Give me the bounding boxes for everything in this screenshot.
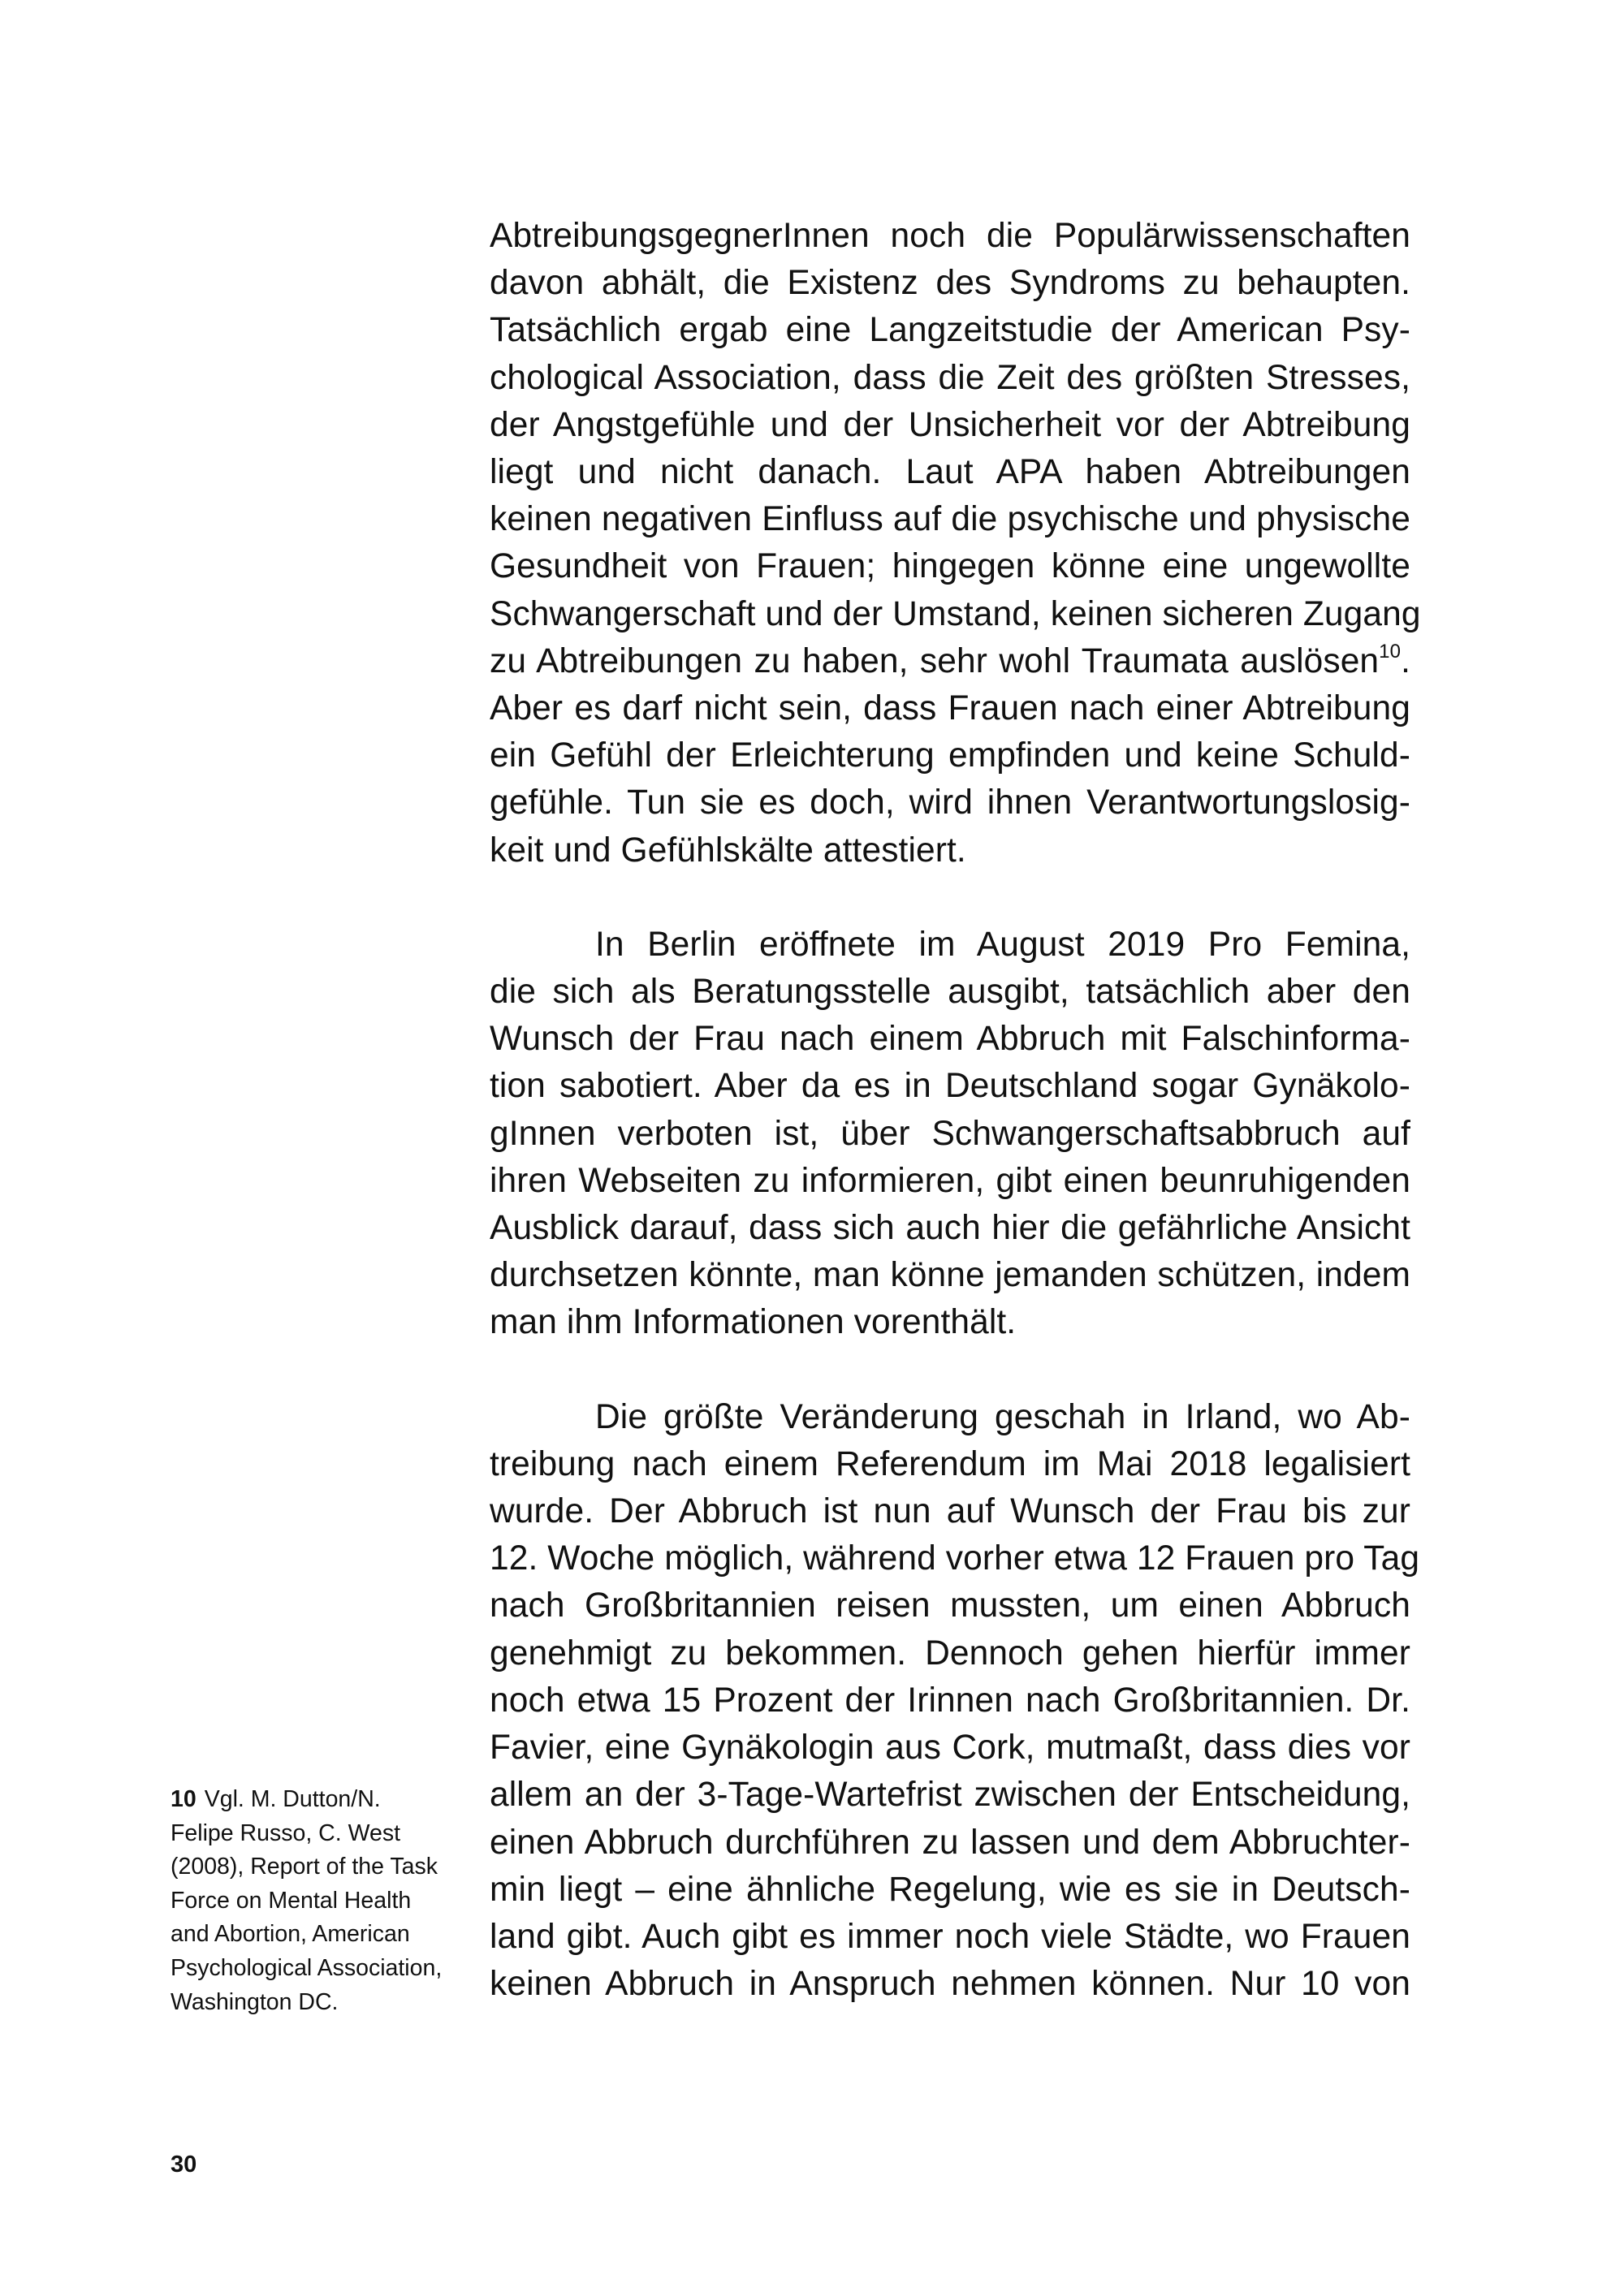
text-line: gefühle. Tun sie es doch, wird ihnen Verantwortungslosig- (490, 783, 1410, 822)
text-line: noch etwa 15 Prozent der Irinnen nach Großbritannien. Dr. (490, 1681, 1410, 1720)
text-line: keit und Gefühlskälte attestiert. (490, 831, 966, 870)
text-line: wurde. Der Abbruch ist nun auf Wunsch der Frau bis zur (490, 1492, 1410, 1531)
text-line: land gibt. Auch gibt es immer noch viele Städte, wo Frauen (490, 1917, 1410, 1956)
text-line: liegt und nicht danach. Laut APA haben Abtreibungen (490, 453, 1410, 492)
text-segment: . (1401, 641, 1410, 680)
footnote-text-line: Psychological Association, (171, 1954, 443, 1981)
text-line: chological Association, dass die Zeit des größten Stresses, (490, 358, 1410, 397)
text-line: keinen Abbruch in Anspruch nehmen können. Nur 10 von (490, 1965, 1410, 2004)
page-number: 30 (171, 2152, 197, 2178)
text-line: Ausblick darauf, dass sich auch hier die gefährliche Ansicht (490, 1209, 1410, 1248)
text-line: durchsetzen könnte, man könne jemanden schützen, indem (490, 1256, 1410, 1295)
text-line: 12. Woche möglich, während vorher etwa 12 Frauen pro Tag (490, 1539, 1420, 1578)
paragraph-1 (490, 213, 1421, 874)
paragraph-3 (490, 1394, 1420, 2009)
footnote-number: 10 (171, 1786, 197, 1812)
footnote-text-line: (2008), Report of the Task (171, 1854, 438, 1880)
footnote-text-line: Vgl. M. Dutton/N. (204, 1786, 381, 1812)
text-line: AbtreibungsgegnerInnen noch die Populärwissenschaften (490, 217, 1410, 255)
main-text-column (490, 213, 1421, 2008)
text-line: Aber es darf nicht sein, dass Frauen nach einer Abtreibung (490, 689, 1410, 728)
text-line-indented: Die größte Veränderung geschah in Irland, wo Ab- (595, 1397, 1410, 1436)
text-line: treibung nach einem Referendum im Mai 2018 legalisiert (490, 1444, 1410, 1483)
text-line: gInnen verboten ist, über Schwangerschaftsabbruch auf (490, 1114, 1410, 1153)
paragraph-2 (490, 922, 1410, 1347)
text-line: allem an der 3-Tage-Wartefrist zwischen der Entscheidung, (490, 1776, 1410, 1815)
text-line: Wunsch der Frau nach einem Abbruch mit Falschinforma- (490, 1020, 1410, 1059)
text-line: ein Gefühl der Erleichterung empfinden und keine Schuld- (490, 736, 1410, 775)
text-line: tion sabotiert. Aber da es in Deutschland sogar Gynäkolo- (490, 1067, 1410, 1106)
footnote-text-line: Felipe Russo, C. West (171, 1819, 400, 1846)
footnote-text-line: Washington DC. (171, 1988, 339, 2015)
footnote (171, 1783, 473, 2019)
footnote-first-line (171, 1783, 473, 1817)
footnote-text-line: Force on Mental Health (171, 1887, 412, 1914)
text-line: Schwangerschaft und der Umstand, keinen sicheren Zugang (490, 594, 1421, 633)
text-line: min liegt – eine ähnliche Regelung, wie es sie in Deutsch- (490, 1870, 1410, 1909)
text-line: Favier, eine Gynäkologin aus Cork, mutmaßt, dass dies vor (490, 1729, 1410, 1768)
text-line: nach Großbritannien reisen mussten, um einen Abbruch (490, 1586, 1410, 1625)
text-line: Tatsächlich ergab eine Langzeitstudie der American Psy- (490, 311, 1410, 350)
text-line: davon abhält, die Existenz des Syndroms zu behaupten. (490, 264, 1410, 303)
text-line: einen Abbruch durchführen zu lassen und dem Abbruchter- (490, 1823, 1410, 1862)
text-segment: zu Abtreibungen zu haben, sehr wohl Traumata auslösen (490, 641, 1380, 680)
text-line: der Angstgefühle und der Unsicherheit vor der Abtreibung (490, 405, 1410, 444)
text-line: Gesundheit von Frauen; hingegen könne eine ungewollte (490, 547, 1410, 586)
text-line: ihren Webseiten zu informieren, gibt einen beunruhigenden (490, 1161, 1410, 1200)
text-line: die sich als Beratungsstelle ausgibt, tatsächlich aber den (490, 973, 1410, 1012)
text-line-with-footnote-ref (490, 638, 1410, 685)
text-line: man ihm Informationen vorenthält. (490, 1303, 1017, 1342)
text-line-indented: In Berlin eröffnete im August 2019 Pro Femina, (595, 925, 1410, 964)
text-line: keinen negativen Einfluss auf die psychische und physische (490, 500, 1410, 539)
footnote-text-line: and Abortion, American (171, 1921, 410, 1948)
text-line: genehmigt zu bekommen. Dennoch gehen hierfür immer (490, 1634, 1410, 1673)
footnote-reference[interactable]: 10 (1379, 640, 1402, 663)
